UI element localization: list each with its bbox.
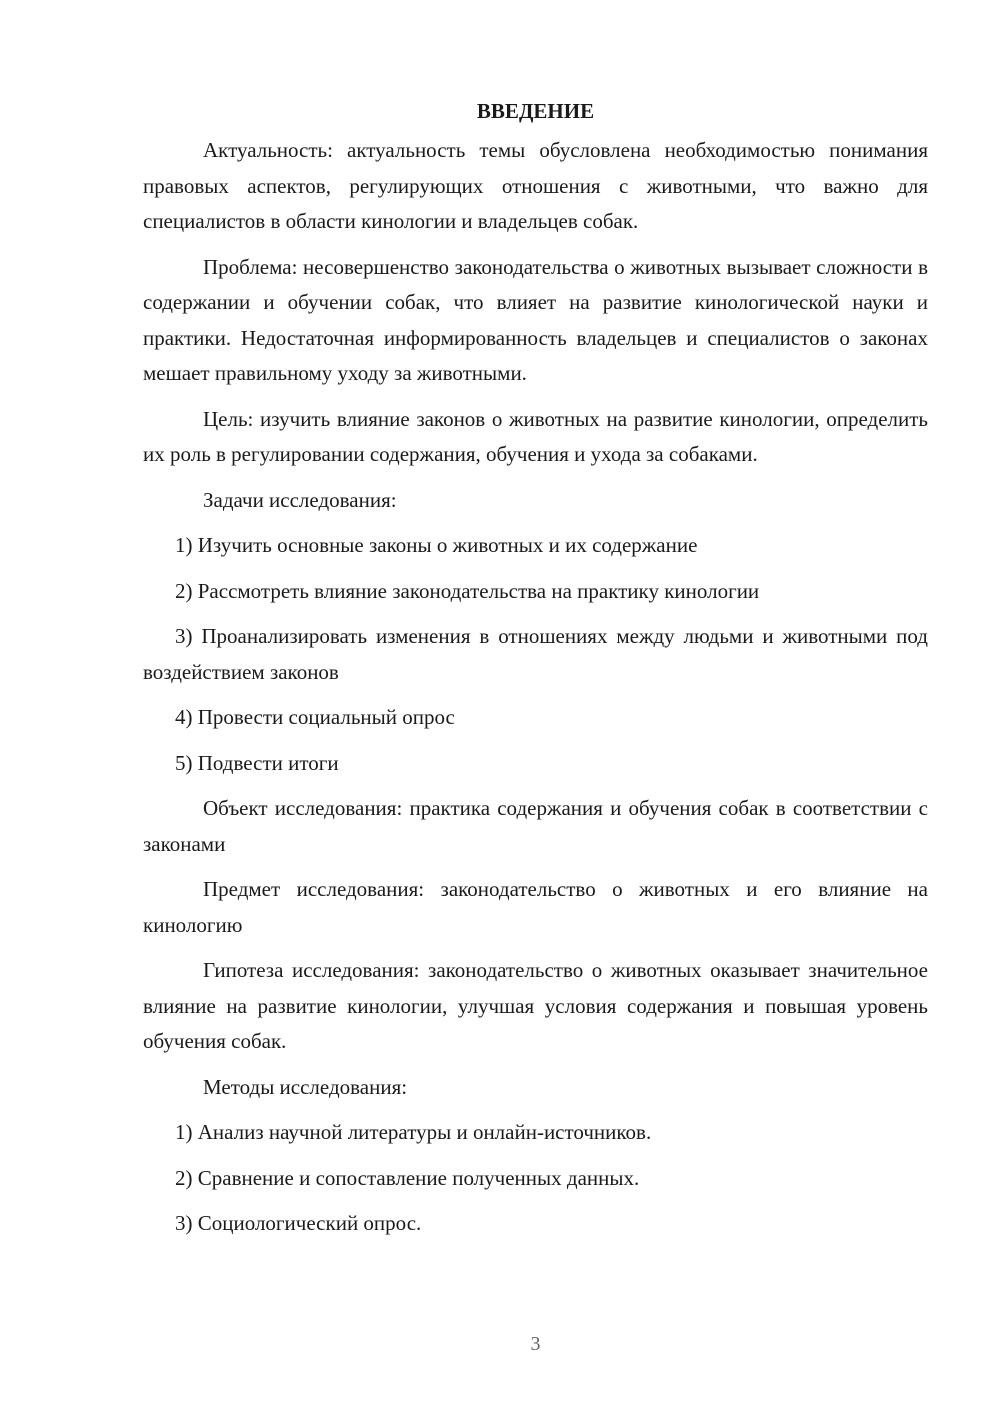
method-item: 3) Социологический опрос.: [175, 1211, 422, 1235]
page-number: 3: [530, 1333, 541, 1355]
task-item: 3) Проанализировать изменения в отношениях между людьми и животными под воздействием законов: [143, 624, 928, 684]
paragraph-object: Объект исследования: практика содержания и обучения собак в соответствии с законами: [143, 796, 928, 856]
tasks-heading: Задачи исследования:: [203, 487, 397, 512]
task-item: 5) Подвести итоги: [175, 750, 339, 775]
paragraph-problem: Проблема: несовершенство законодательства о животных вызывает сложности в содержании и обучении собак, что влияет на развитие кинологической науки и практики. Недостаточная информированность владельцев и специалистов о законах мешает правильному уходу за животными.: [143, 254, 928, 385]
method-item: 1) Анализ научной литературы и онлайн-источников.: [175, 1120, 652, 1144]
methods-heading: Методы исследования:: [203, 1074, 408, 1099]
paragraph-relevance: Актуальность: актуальность темы обусловлена необходимостью понимания правовых аспектов, регулирующих отношения с животными, что важно для специалистов в области кинологии и владельцев собак.: [143, 138, 928, 233]
method-item: 2) Сравнение и сопоставление полученных данных.: [175, 1165, 640, 1190]
paragraph-hypothesis: Гипотеза исследования: законодательство о животных оказывает значительное влияние на развитие кинологии, улучшая условия содержания и повышая уровень обучения собак.: [143, 958, 928, 1053]
section-title: ВВЕДЕНИЕ: [476, 99, 595, 123]
page-content: [143, 96, 928, 1252]
task-item: 2) Рассмотреть влияние законодательства на практику кинологии: [175, 578, 760, 603]
task-item: 4) Провести социальный опрос: [175, 705, 455, 729]
paragraph-goal: Цель: изучить влияние законов о животных на развитие кинологии, определить их роль в регулировании содержания, обучения и ухода за собаками.: [143, 406, 928, 466]
paragraph-subject: Предмет исследования: законодательство о животных и его влияние на кинологию: [143, 877, 928, 937]
task-item: 1) Изучить основные законы о животных и их содержание: [175, 533, 698, 557]
